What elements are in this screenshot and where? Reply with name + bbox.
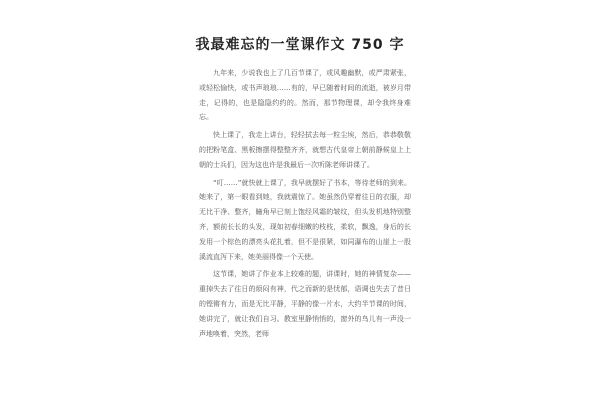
- paragraph-3: “叮……”就快就上课了，我早就摆好了书本，等待老师的到来。她来了，第一眼看到她，我就震惊了。她虽然仍穿着往日的衣服，却无比干净、整齐，瞳角早已刻上饱经风霜的皱纹，但头发机地特别整齐，额前长长的头发，现如初春细嫩的枝枝，柔软，飘逸，身后的长发用一个棕色的漂亮头花扎着，但不是很紧，如同瀑布的山崖上一股溪流直泻下来，她美丽得像一个天使。: [199, 178, 411, 261]
- essay-title: 我最难忘的一堂课作文 750 字: [195, 37, 405, 53]
- paragraph-4: 这节课，她讲了作业本上较难的题，讲课时，她的神情复杂——重掉失去了往日的烦闷有神，代之而新的是忧郁，语调也失去了昔日的铿锵有力，而是无比平静，平静的像一片水，大约半节课的时间，她讲完了，就让我们自习。教室里静悄悄的，窗外的鸟儿有一声没一声地唤着，突然，老师: [199, 270, 411, 338]
- essay-body: [199, 66, 411, 344]
- paragraph-1: 九年来，少说我也上了几百节课了，或风趣幽默，或严肃紧张，或轻松愉快，或书声琅琅……有的，早已随着时间的流逝，被岁月带走，记得的，也是隐隐约约的。然而，那节物理课，却令我终身难忘。: [199, 69, 411, 122]
- paragraph-2: 快上课了，我走上讲台，轻轻拭去每一粒尘埃，然后，恭恭敬敬的把粉笔盒、黑板擦摆得整整齐齐，就想古代皇帝上朝前静候皇上上朝的士兵们，因为这也许是我最后一次听陈老师讲课了。: [199, 131, 411, 169]
